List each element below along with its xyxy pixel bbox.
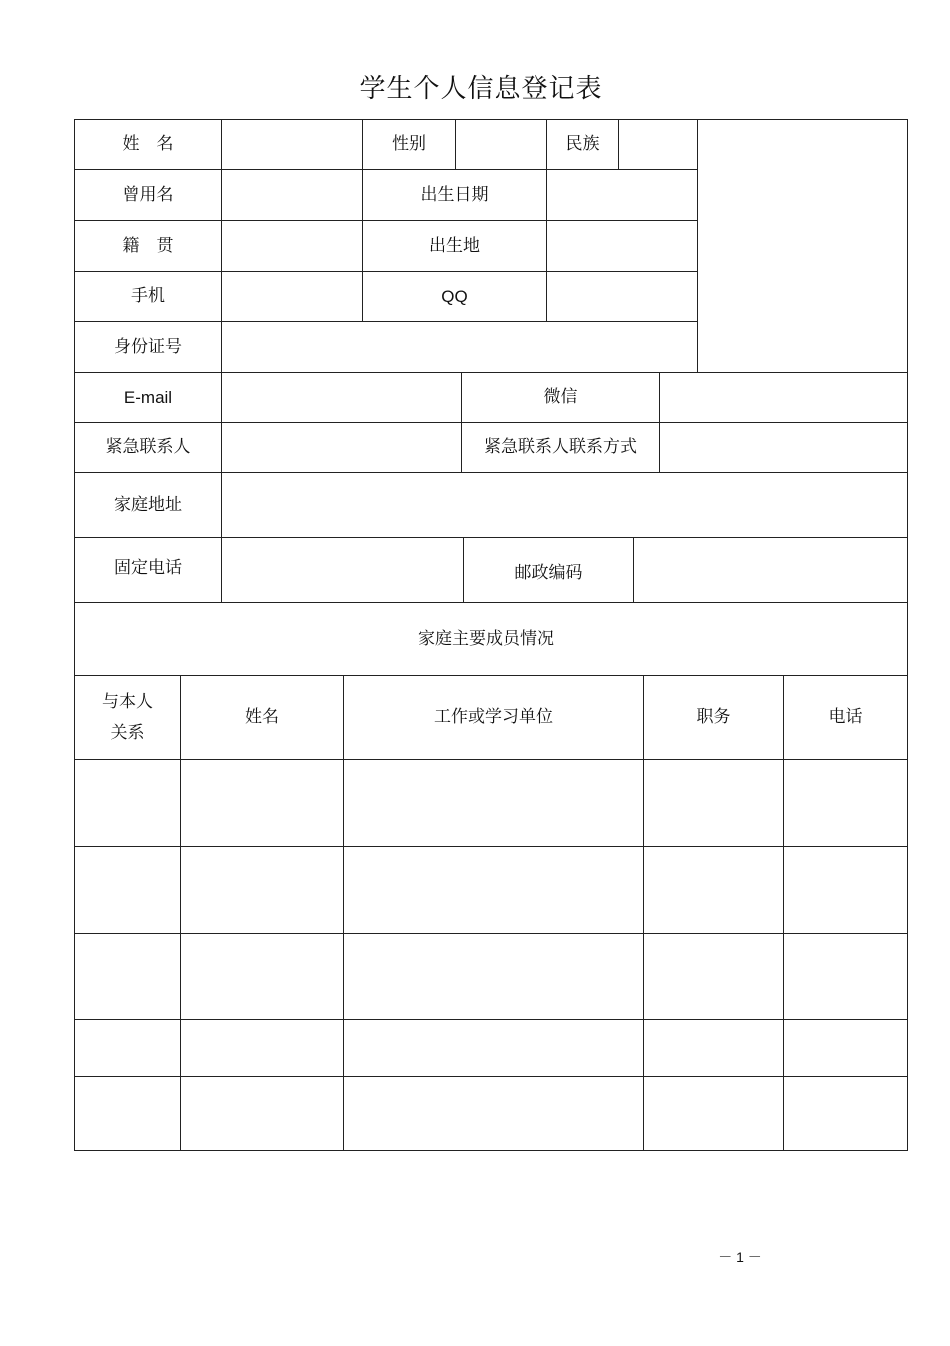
landline-field[interactable] [222, 538, 463, 602]
gender-field[interactable] [456, 120, 546, 169]
gender-label: 性别 [392, 134, 426, 154]
former-name-field[interactable] [222, 170, 362, 220]
relation-header-line1: 与本人 [102, 691, 153, 712]
qq-label: QQ [441, 287, 468, 306]
native-place-label: 籍 贯 [122, 235, 174, 256]
native-place-field[interactable] [222, 221, 362, 271]
home-address-label: 家庭地址 [114, 494, 182, 515]
emergency-contact-label: 紧急联系人 [105, 437, 191, 457]
landline-label: 固定电话 [114, 557, 182, 578]
wechat-label: 微信 [543, 387, 578, 407]
name-label: 姓 名 [122, 134, 174, 154]
relation-header [75, 676, 180, 759]
email-field[interactable] [222, 373, 461, 422]
emergency-contact-field[interactable] [222, 423, 461, 472]
id-number-label: 身份证号 [114, 336, 182, 357]
family-member-row[interactable] [75, 1020, 907, 1076]
family-section-heading: 家庭主要成员情况 [418, 628, 554, 649]
postal-code-field[interactable] [634, 538, 907, 602]
birth-date-field[interactable] [547, 170, 697, 220]
form-title: 学生个人信息登记表 [359, 74, 603, 104]
wechat-field[interactable] [660, 373, 907, 422]
birthplace-field[interactable] [547, 221, 697, 271]
email-label: E-mail [123, 388, 173, 407]
photo-box[interactable] [698, 120, 907, 372]
family-member-row[interactable] [75, 1077, 907, 1150]
family-member-row[interactable] [75, 934, 907, 1019]
birthplace-label: 出生地 [429, 235, 480, 256]
member-name-header: 姓名 [245, 707, 279, 727]
mobile-field[interactable] [222, 272, 362, 321]
home-address-field[interactable] [222, 473, 907, 537]
workplace-header: 工作或学习单位 [434, 707, 553, 727]
name-field[interactable] [222, 120, 362, 169]
phone-header: 电话 [828, 707, 863, 727]
qq-field[interactable] [547, 272, 697, 321]
former-name-label: 曾用名 [122, 184, 174, 205]
emergency-phone-field[interactable] [660, 423, 907, 472]
postal-code-label: 邮政编码 [514, 562, 583, 583]
mobile-label: 手机 [131, 286, 165, 306]
family-member-row[interactable] [75, 847, 907, 933]
position-header: 职务 [696, 707, 731, 727]
ethnicity-field[interactable] [619, 120, 697, 169]
page-number: － 1 － [718, 1249, 762, 1265]
emergency-phone-label: 紧急联系人联系方式 [484, 437, 637, 457]
relation-header-line2: 关系 [110, 722, 145, 743]
birth-date-label: 出生日期 [420, 184, 489, 205]
ethnicity-label: 民族 [565, 134, 600, 154]
family-member-row[interactable] [75, 760, 907, 846]
id-number-field[interactable] [222, 322, 697, 372]
